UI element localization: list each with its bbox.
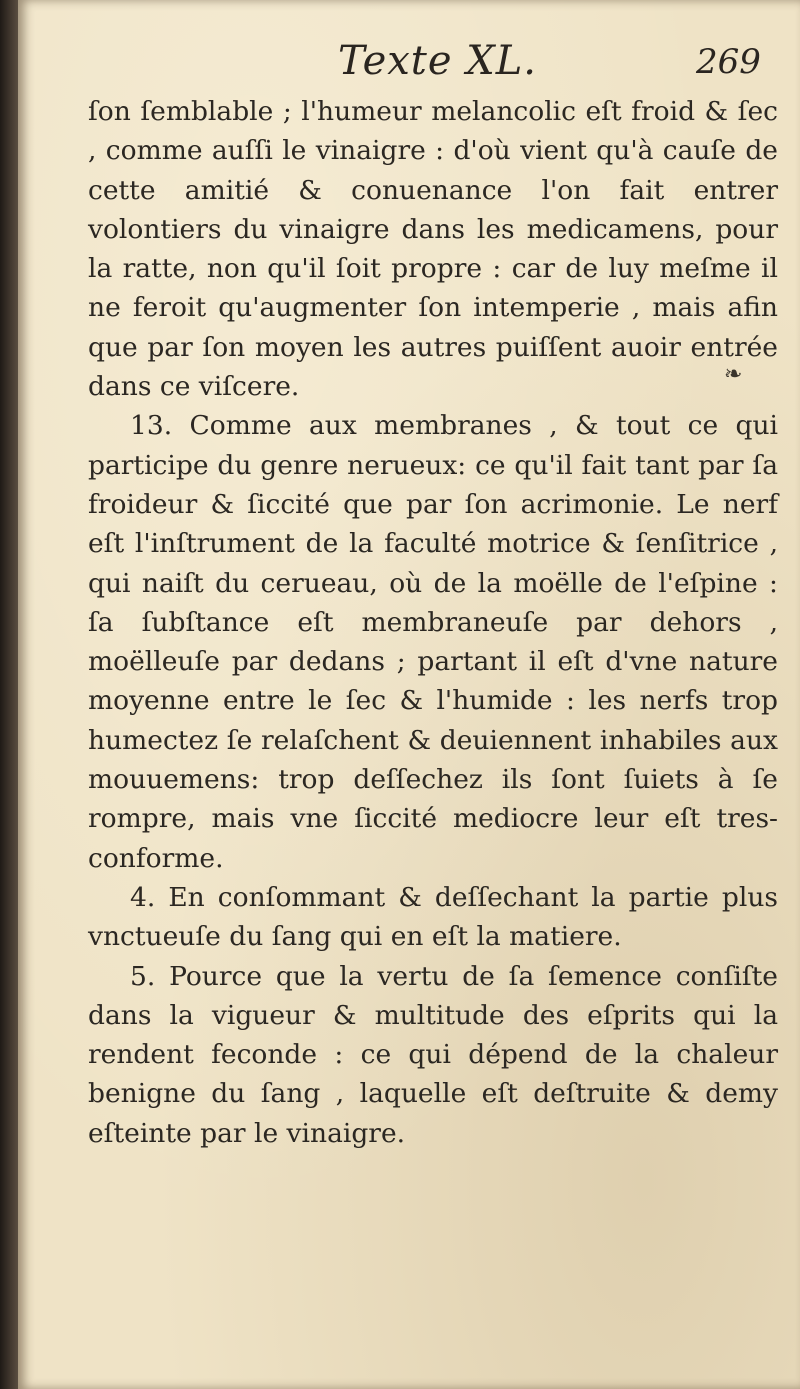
- running-title: Texte XL.: [338, 38, 538, 84]
- ornament-icon: ❧: [724, 362, 743, 387]
- paragraph-4: 4. En conſommant & deſſechant la partie plus vnctueuſe du ſang qui en eſt la matiere.: [88, 881, 778, 953]
- page-body: [88, 92, 778, 1153]
- paragraph-5: 5. Pource que la vertu de ſa ſemence conſiſte dans la vigueur & multitude des eſprits qui la rendent feconde : ce qui dépend de la chaleur benigne du ſang , laquelle eſt deſtruite & demy eſteinte par le vinaigre.: [88, 960, 778, 1149]
- book-page: [18, 0, 800, 1389]
- page-number: 269: [696, 42, 761, 82]
- page-header: [18, 38, 800, 94]
- paragraph-continuation: ſon ſemblable ; l'humeur melancolic eſt froid & ſec , comme auſſi le vinaigre : d'où vient qu'à cauſe de cette amitié & conuenance l'on fait entrer volontiers du vinaigre dans les medicamens, pour la ratte, non qu'il ſoit propre : car de luy meſme il ne feroit qu'augmenter ſon intemperie , mais afin que par ſon moyen les autres puiſſent auoir entrée dans ce viſcere.: [88, 96, 778, 403]
- book-spine-shadow: [0, 0, 18, 1389]
- paragraph-13: 13. Comme aux membranes , & tout ce qui participe du genre nerueux: ce qu'il fait tant par ſa froideur & ſiccité que par ſon acrimonie. Le nerf eſt l'inſtrument de la faculté motrice & ſenſitrice , qui naiſt du cerueau, où de la moëlle de l'eſpine : ſa ſubſtance eſt membraneuſe par dehors , moëlleuſe par dedans ; partant il eſt d'vne nature moyenne entre le ſec & l'humide : les nerfs trop humectez ſe relaſchent & deuiennent inhabiles aux mouuemens: trop deſſechez ils ſont ſuiets à ſe rompre, mais vne ſiccité mediocre leur eſt tres-conforme.: [88, 410, 778, 874]
